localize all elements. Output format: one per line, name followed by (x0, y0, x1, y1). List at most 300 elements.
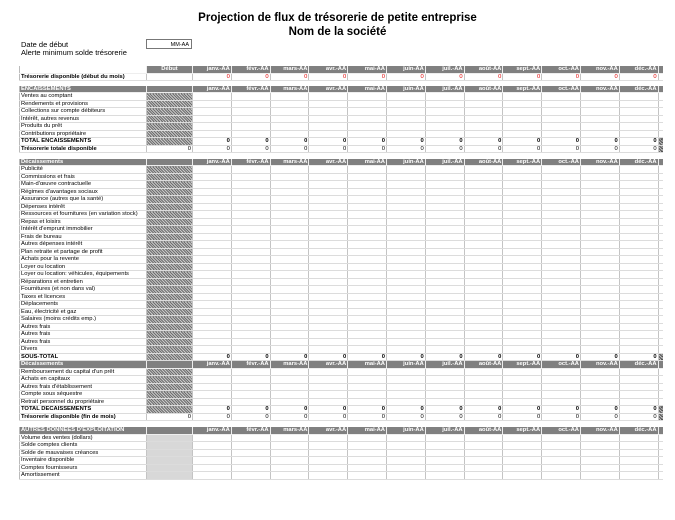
month-cell[interactable] (425, 286, 464, 294)
month-cell[interactable] (193, 308, 232, 316)
month-cell[interactable] (193, 346, 232, 354)
month-cell[interactable] (348, 323, 387, 331)
month-cell[interactable] (580, 457, 619, 465)
month-cell[interactable] (231, 166, 270, 174)
debut-cell[interactable] (147, 338, 193, 346)
month-cell[interactable] (503, 464, 542, 472)
month-cell[interactable]: 0 (619, 406, 658, 414)
debut-cell[interactable] (147, 188, 193, 196)
month-cell[interactable] (193, 278, 232, 286)
month-cell[interactable] (348, 464, 387, 472)
month-cell[interactable] (231, 449, 270, 457)
month-cell[interactable] (309, 203, 348, 211)
month-cell[interactable] (503, 338, 542, 346)
month-cell[interactable] (619, 323, 658, 331)
debut-cell[interactable] (147, 331, 193, 339)
month-cell[interactable] (425, 271, 464, 279)
month-cell[interactable]: 0 (386, 413, 425, 421)
month-cell[interactable] (386, 211, 425, 219)
month-cell[interactable] (309, 346, 348, 354)
month-cell[interactable] (231, 398, 270, 406)
month-cell[interactable] (464, 173, 503, 181)
month-cell[interactable] (193, 316, 232, 324)
month-cell[interactable] (542, 188, 581, 196)
month-cell[interactable] (425, 472, 464, 480)
month-cell[interactable] (309, 278, 348, 286)
month-cell[interactable] (503, 263, 542, 271)
month-cell[interactable] (231, 293, 270, 301)
month-cell[interactable] (425, 226, 464, 234)
month-cell[interactable] (386, 248, 425, 256)
month-cell[interactable] (270, 211, 309, 219)
month-cell[interactable] (270, 256, 309, 264)
month-cell[interactable] (619, 100, 658, 108)
month-cell[interactable] (386, 203, 425, 211)
month-cell[interactable] (425, 398, 464, 406)
month-cell[interactable] (386, 263, 425, 271)
month-cell[interactable] (309, 338, 348, 346)
month-cell[interactable] (386, 383, 425, 391)
month-cell[interactable] (386, 301, 425, 309)
month-cell[interactable] (619, 181, 658, 189)
month-cell[interactable] (386, 271, 425, 279)
month-cell[interactable] (270, 398, 309, 406)
month-cell[interactable] (542, 123, 581, 131)
month-cell[interactable] (464, 434, 503, 442)
month-cell[interactable] (503, 188, 542, 196)
month-cell[interactable] (542, 442, 581, 450)
month-cell[interactable] (348, 434, 387, 442)
month-cell[interactable] (270, 196, 309, 204)
month-cell[interactable] (348, 181, 387, 189)
month-cell[interactable] (619, 173, 658, 181)
month-cell[interactable] (309, 196, 348, 204)
month-cell[interactable] (309, 226, 348, 234)
month-cell[interactable]: 0 (542, 145, 581, 153)
month-cell[interactable]: 0 (580, 138, 619, 146)
month-cell[interactable] (270, 286, 309, 294)
month-cell[interactable]: 0 (580, 406, 619, 414)
month-cell[interactable] (619, 211, 658, 219)
month-cell[interactable] (542, 368, 581, 376)
month-cell[interactable] (386, 391, 425, 399)
month-cell[interactable] (619, 115, 658, 123)
month-cell[interactable] (386, 323, 425, 331)
month-cell[interactable] (619, 256, 658, 264)
month-cell[interactable] (231, 188, 270, 196)
month-cell[interactable] (580, 301, 619, 309)
month-cell[interactable] (464, 256, 503, 264)
month-cell[interactable] (386, 196, 425, 204)
month-cell[interactable] (425, 181, 464, 189)
month-cell[interactable] (580, 196, 619, 204)
month-cell[interactable] (270, 181, 309, 189)
month-cell[interactable] (425, 203, 464, 211)
month-cell[interactable] (193, 331, 232, 339)
debut-cell[interactable] (147, 173, 193, 181)
month-cell[interactable] (193, 241, 232, 249)
month-cell[interactable] (542, 383, 581, 391)
month-cell[interactable] (580, 331, 619, 339)
month-cell[interactable] (231, 331, 270, 339)
month-cell[interactable] (386, 123, 425, 131)
month-cell[interactable]: 0 (193, 145, 232, 153)
month-cell[interactable] (193, 256, 232, 264)
month-cell[interactable] (193, 391, 232, 399)
month-cell[interactable] (231, 173, 270, 181)
month-cell[interactable] (309, 166, 348, 174)
debut-cell[interactable] (147, 346, 193, 354)
month-cell[interactable] (464, 449, 503, 457)
month-cell[interactable] (193, 338, 232, 346)
month-cell[interactable] (503, 308, 542, 316)
month-cell[interactable] (270, 100, 309, 108)
month-cell[interactable] (619, 346, 658, 354)
month-cell[interactable] (193, 196, 232, 204)
month-cell[interactable] (503, 442, 542, 450)
month-cell[interactable] (231, 130, 270, 138)
month-cell[interactable] (348, 130, 387, 138)
month-cell[interactable] (348, 256, 387, 264)
month-cell[interactable] (425, 93, 464, 101)
month-cell[interactable] (580, 376, 619, 384)
month-cell[interactable] (542, 203, 581, 211)
month-cell[interactable] (619, 263, 658, 271)
month-cell[interactable] (464, 323, 503, 331)
debut-cell[interactable] (147, 181, 193, 189)
month-cell[interactable] (619, 338, 658, 346)
month-cell[interactable] (348, 316, 387, 324)
month-cell[interactable] (542, 323, 581, 331)
month-cell[interactable] (425, 376, 464, 384)
month-cell[interactable] (580, 391, 619, 399)
month-cell[interactable] (386, 108, 425, 116)
month-cell[interactable] (348, 383, 387, 391)
month-cell[interactable] (386, 376, 425, 384)
month-cell[interactable] (348, 442, 387, 450)
month-cell[interactable] (348, 166, 387, 174)
month-cell[interactable] (231, 278, 270, 286)
month-cell[interactable] (231, 323, 270, 331)
month-cell[interactable] (270, 464, 309, 472)
month-cell[interactable] (542, 449, 581, 457)
month-cell[interactable] (231, 196, 270, 204)
month-cell[interactable] (270, 115, 309, 123)
month-cell[interactable]: 0 (193, 73, 232, 81)
month-cell[interactable] (309, 218, 348, 226)
month-cell[interactable] (348, 472, 387, 480)
month-cell[interactable] (348, 233, 387, 241)
month-cell[interactable] (231, 241, 270, 249)
month-cell[interactable] (464, 346, 503, 354)
month-cell[interactable] (619, 278, 658, 286)
month-cell[interactable] (580, 181, 619, 189)
month-cell[interactable]: 0 (464, 73, 503, 81)
month-cell[interactable] (619, 203, 658, 211)
month-cell[interactable] (464, 278, 503, 286)
debut-cell[interactable] (147, 442, 193, 450)
debut-cell[interactable] (147, 293, 193, 301)
month-cell[interactable] (231, 203, 270, 211)
month-cell[interactable] (503, 398, 542, 406)
month-cell[interactable] (619, 434, 658, 442)
debut-cell[interactable] (147, 271, 193, 279)
month-cell[interactable] (542, 286, 581, 294)
month-cell[interactable] (542, 376, 581, 384)
month-cell[interactable] (503, 211, 542, 219)
month-cell[interactable] (270, 308, 309, 316)
month-cell[interactable] (580, 130, 619, 138)
month-cell[interactable] (464, 93, 503, 101)
month-cell[interactable]: 0 (270, 145, 309, 153)
month-cell[interactable] (503, 434, 542, 442)
month-cell[interactable] (425, 123, 464, 131)
month-cell[interactable] (464, 338, 503, 346)
month-cell[interactable] (193, 166, 232, 174)
month-cell[interactable] (580, 323, 619, 331)
month-cell[interactable] (386, 398, 425, 406)
month-cell[interactable] (425, 196, 464, 204)
month-cell[interactable] (464, 271, 503, 279)
month-cell[interactable] (580, 383, 619, 391)
month-cell[interactable] (542, 331, 581, 339)
month-cell[interactable] (309, 130, 348, 138)
month-cell[interactable]: 0 (270, 73, 309, 81)
debut-cell[interactable] (147, 196, 193, 204)
month-cell[interactable] (309, 293, 348, 301)
month-cell[interactable] (503, 331, 542, 339)
month-cell[interactable] (425, 434, 464, 442)
month-cell[interactable] (193, 181, 232, 189)
month-cell[interactable] (542, 308, 581, 316)
month-cell[interactable] (270, 391, 309, 399)
month-cell[interactable]: 0 (580, 145, 619, 153)
month-cell[interactable]: 0 (348, 145, 387, 153)
month-cell[interactable] (580, 271, 619, 279)
month-cell[interactable]: 0 (464, 138, 503, 146)
month-cell[interactable] (348, 346, 387, 354)
month-cell[interactable] (309, 233, 348, 241)
month-cell[interactable] (386, 442, 425, 450)
month-cell[interactable] (425, 383, 464, 391)
month-cell[interactable]: 0 (619, 73, 658, 81)
month-cell[interactable] (580, 368, 619, 376)
month-cell[interactable] (309, 457, 348, 465)
month-cell[interactable] (464, 286, 503, 294)
month-cell[interactable] (503, 293, 542, 301)
month-cell[interactable] (619, 391, 658, 399)
month-cell[interactable] (503, 316, 542, 324)
month-cell[interactable]: 0 (270, 413, 309, 421)
month-cell[interactable] (464, 263, 503, 271)
month-cell[interactable] (270, 331, 309, 339)
month-cell[interactable] (425, 368, 464, 376)
month-cell[interactable] (309, 271, 348, 279)
month-cell[interactable] (619, 188, 658, 196)
month-cell[interactable] (542, 316, 581, 324)
debut-cell[interactable] (147, 218, 193, 226)
month-cell[interactable] (425, 263, 464, 271)
debut-cell[interactable] (147, 434, 193, 442)
month-cell[interactable]: 0 (231, 145, 270, 153)
month-cell[interactable] (348, 278, 387, 286)
month-cell[interactable] (231, 263, 270, 271)
month-cell[interactable]: 0 (503, 138, 542, 146)
month-cell[interactable] (309, 93, 348, 101)
month-cell[interactable] (231, 248, 270, 256)
month-cell[interactable] (270, 226, 309, 234)
month-cell[interactable] (193, 383, 232, 391)
month-cell[interactable] (193, 398, 232, 406)
month-cell[interactable] (619, 398, 658, 406)
month-cell[interactable] (231, 218, 270, 226)
month-cell[interactable] (386, 100, 425, 108)
month-cell[interactable] (464, 398, 503, 406)
month-cell[interactable] (231, 442, 270, 450)
month-cell[interactable] (464, 248, 503, 256)
month-cell[interactable] (503, 173, 542, 181)
month-cell[interactable] (270, 442, 309, 450)
month-cell[interactable] (386, 368, 425, 376)
month-cell[interactable] (386, 115, 425, 123)
month-cell[interactable] (425, 241, 464, 249)
month-cell[interactable]: 0 (193, 406, 232, 414)
month-cell[interactable] (386, 457, 425, 465)
month-cell[interactable] (348, 308, 387, 316)
month-cell[interactable] (425, 188, 464, 196)
month-cell[interactable] (348, 331, 387, 339)
month-cell[interactable] (503, 181, 542, 189)
month-cell[interactable] (580, 188, 619, 196)
month-cell[interactable] (542, 173, 581, 181)
month-cell[interactable] (348, 457, 387, 465)
month-cell[interactable] (270, 203, 309, 211)
month-cell[interactable] (425, 278, 464, 286)
month-cell[interactable] (386, 331, 425, 339)
month-cell[interactable] (270, 93, 309, 101)
debut-cell[interactable]: 0 (147, 413, 193, 421)
month-cell[interactable] (309, 449, 348, 457)
month-cell[interactable] (425, 293, 464, 301)
month-cell[interactable] (503, 203, 542, 211)
month-cell[interactable] (386, 346, 425, 354)
month-cell[interactable] (309, 211, 348, 219)
month-cell[interactable]: 0 (309, 406, 348, 414)
debut-cell[interactable] (147, 130, 193, 138)
month-cell[interactable] (270, 301, 309, 309)
month-cell[interactable]: 0 (619, 353, 658, 361)
month-cell[interactable] (231, 286, 270, 294)
month-cell[interactable] (425, 108, 464, 116)
month-cell[interactable] (503, 100, 542, 108)
month-cell[interactable] (386, 256, 425, 264)
month-cell[interactable] (580, 346, 619, 354)
month-cell[interactable]: 0 (193, 413, 232, 421)
month-cell[interactable] (309, 263, 348, 271)
month-cell[interactable]: 0 (193, 353, 232, 361)
month-cell[interactable] (348, 301, 387, 309)
month-cell[interactable] (464, 376, 503, 384)
month-cell[interactable] (193, 464, 232, 472)
month-cell[interactable] (464, 203, 503, 211)
month-cell[interactable] (580, 166, 619, 174)
month-cell[interactable] (542, 181, 581, 189)
month-cell[interactable] (542, 271, 581, 279)
month-cell[interactable] (542, 464, 581, 472)
month-cell[interactable] (542, 256, 581, 264)
month-cell[interactable] (580, 93, 619, 101)
month-cell[interactable] (231, 100, 270, 108)
month-cell[interactable] (386, 226, 425, 234)
month-cell[interactable] (309, 398, 348, 406)
month-cell[interactable] (270, 338, 309, 346)
month-cell[interactable] (348, 271, 387, 279)
month-cell[interactable]: 0 (270, 406, 309, 414)
month-cell[interactable] (503, 278, 542, 286)
debut-cell[interactable] (147, 301, 193, 309)
month-cell[interactable]: 0 (425, 73, 464, 81)
month-cell[interactable] (309, 383, 348, 391)
month-cell[interactable] (193, 115, 232, 123)
month-cell[interactable]: 0 (309, 353, 348, 361)
month-cell[interactable] (193, 93, 232, 101)
month-cell[interactable] (619, 464, 658, 472)
month-cell[interactable] (464, 188, 503, 196)
month-cell[interactable] (309, 308, 348, 316)
month-cell[interactable] (619, 93, 658, 101)
debut-cell[interactable] (147, 449, 193, 457)
month-cell[interactable] (193, 434, 232, 442)
month-cell[interactable] (270, 376, 309, 384)
month-cell[interactable] (193, 218, 232, 226)
month-cell[interactable] (193, 301, 232, 309)
debut-cell[interactable] (147, 233, 193, 241)
month-cell[interactable] (503, 301, 542, 309)
month-cell[interactable] (348, 241, 387, 249)
month-cell[interactable] (309, 323, 348, 331)
month-cell[interactable] (580, 398, 619, 406)
debut-cell[interactable] (147, 383, 193, 391)
month-cell[interactable] (270, 278, 309, 286)
month-cell[interactable] (386, 93, 425, 101)
month-cell[interactable] (503, 196, 542, 204)
month-cell[interactable] (386, 464, 425, 472)
month-cell[interactable] (503, 115, 542, 123)
month-cell[interactable] (425, 331, 464, 339)
month-cell[interactable]: 0 (231, 413, 270, 421)
month-cell[interactable] (542, 293, 581, 301)
month-cell[interactable]: 0 (425, 353, 464, 361)
month-cell[interactable] (580, 434, 619, 442)
debut-cell[interactable] (147, 353, 193, 361)
month-cell[interactable] (425, 323, 464, 331)
month-cell[interactable] (386, 188, 425, 196)
month-cell[interactable] (348, 115, 387, 123)
month-cell[interactable] (348, 100, 387, 108)
month-cell[interactable]: 0 (386, 406, 425, 414)
month-cell[interactable] (348, 368, 387, 376)
month-cell[interactable] (348, 338, 387, 346)
month-cell[interactable] (193, 376, 232, 384)
month-cell[interactable] (542, 130, 581, 138)
month-cell[interactable] (193, 323, 232, 331)
month-cell[interactable] (619, 442, 658, 450)
month-cell[interactable] (503, 286, 542, 294)
month-cell[interactable] (464, 233, 503, 241)
month-cell[interactable] (348, 173, 387, 181)
month-cell[interactable] (386, 338, 425, 346)
month-cell[interactable] (464, 108, 503, 116)
